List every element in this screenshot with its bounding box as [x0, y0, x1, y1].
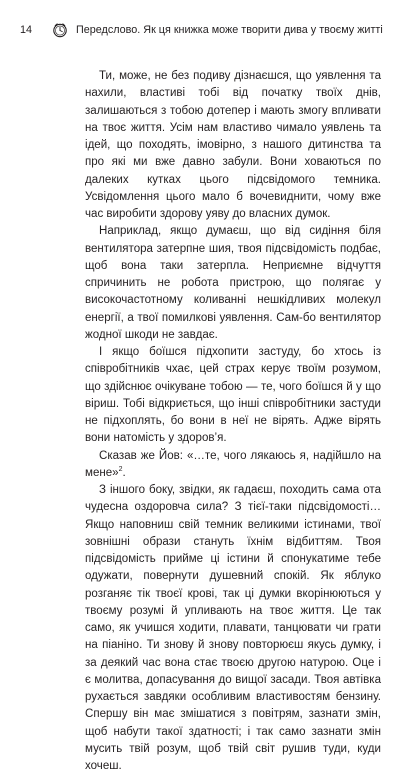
running-head-title: Передслово. Як ця книжка може творити дива у твоєму житті: [76, 24, 383, 36]
paragraph: І якщо боїшся підхопити застуду, бо хтось із співробітників чхає, цей страх керує твоїм розумом, що здійснює очікуване тобою — те, чого боїшся й у що віриш. Тобі відкриється, що інші співробітники застуди не підхоплять, бо вони в неї не вірять. Адже вірять вони натомість у здоров’я.: [85, 346, 381, 445]
clock-icon: [52, 22, 68, 38]
body-text: [85, 68, 381, 775]
paragraph: Ти, може, не без подиву дізнаєшся, що уявлення та нахили, властиві тобі від початку твоїх днів, залишаються з тобою дотепер і мають змогу впливати на твоє життя. Усім нам властиво чимало уявлень та ідей, що походять, імовірно, з нашого дитинства та про які ми вже давно забули. Вони ховаються по далеких кутках цього підсвідомого темника. Усвідомлення цього мало б вочевиднити, чому вже час виробити здорову уяву до власних думок.: [85, 70, 381, 220]
paragraph-quote: [85, 448, 381, 483]
quote-end: .: [122, 466, 126, 479]
paragraph: З іншого боку, звідки, як гадаєш, походить сама ота чудесна оздоровча сила? З тієї-таки підсвідомості… Якщо наповниш свій темник великими істинами, твої зовнішні образи стануть їхнім відбиттям. Твоя підсвідомість прийме ці істини й спонукатиме тебе одужати, повернути душевний спокій. Як яблуко розганяє тік твоєї крові, так ці думки вкорінюються у твоєму розумі й упливають на твоє життя. Це так само, як учишся ходити, плавати, танцювати чи грати на піаніно. Ти знову й знову повторюєш якусь думку, і за деякий час вона стає твоєю другою натурою. Оце і є молитва, допасування до вищої засади. Твоя автівка рухається завдяки особливим властивостям бензину. Спершу він має змішатися з повітрям, зазнати змін, щоб набути такої здатності; і так само зазнати змін мусить твій розум, щоб твій світ рушив туди, куди хочеш.: [85, 484, 381, 772]
quote-text: Сказав же Йов: «…те, чого лякаюсь я, надійшло на мене»: [85, 449, 381, 479]
paragraph: Наприклад, якщо думаєш, що від сидіння біля вентилятора затерпне шия, твоя підсвідомість подбає, щоб вона таки затерпла. Неприємне відчуття спричинить не робота пристрою, що полягає у високочастотному коливанні нешкідливих молекул енергії, а твої помилкові уявлення. Сам-бо вентилятор жодної шкоди не завдає.: [85, 225, 381, 341]
running-head: [20, 21, 398, 39]
page-number: 14: [20, 24, 33, 36]
footnote-marker: 2: [118, 465, 123, 473]
